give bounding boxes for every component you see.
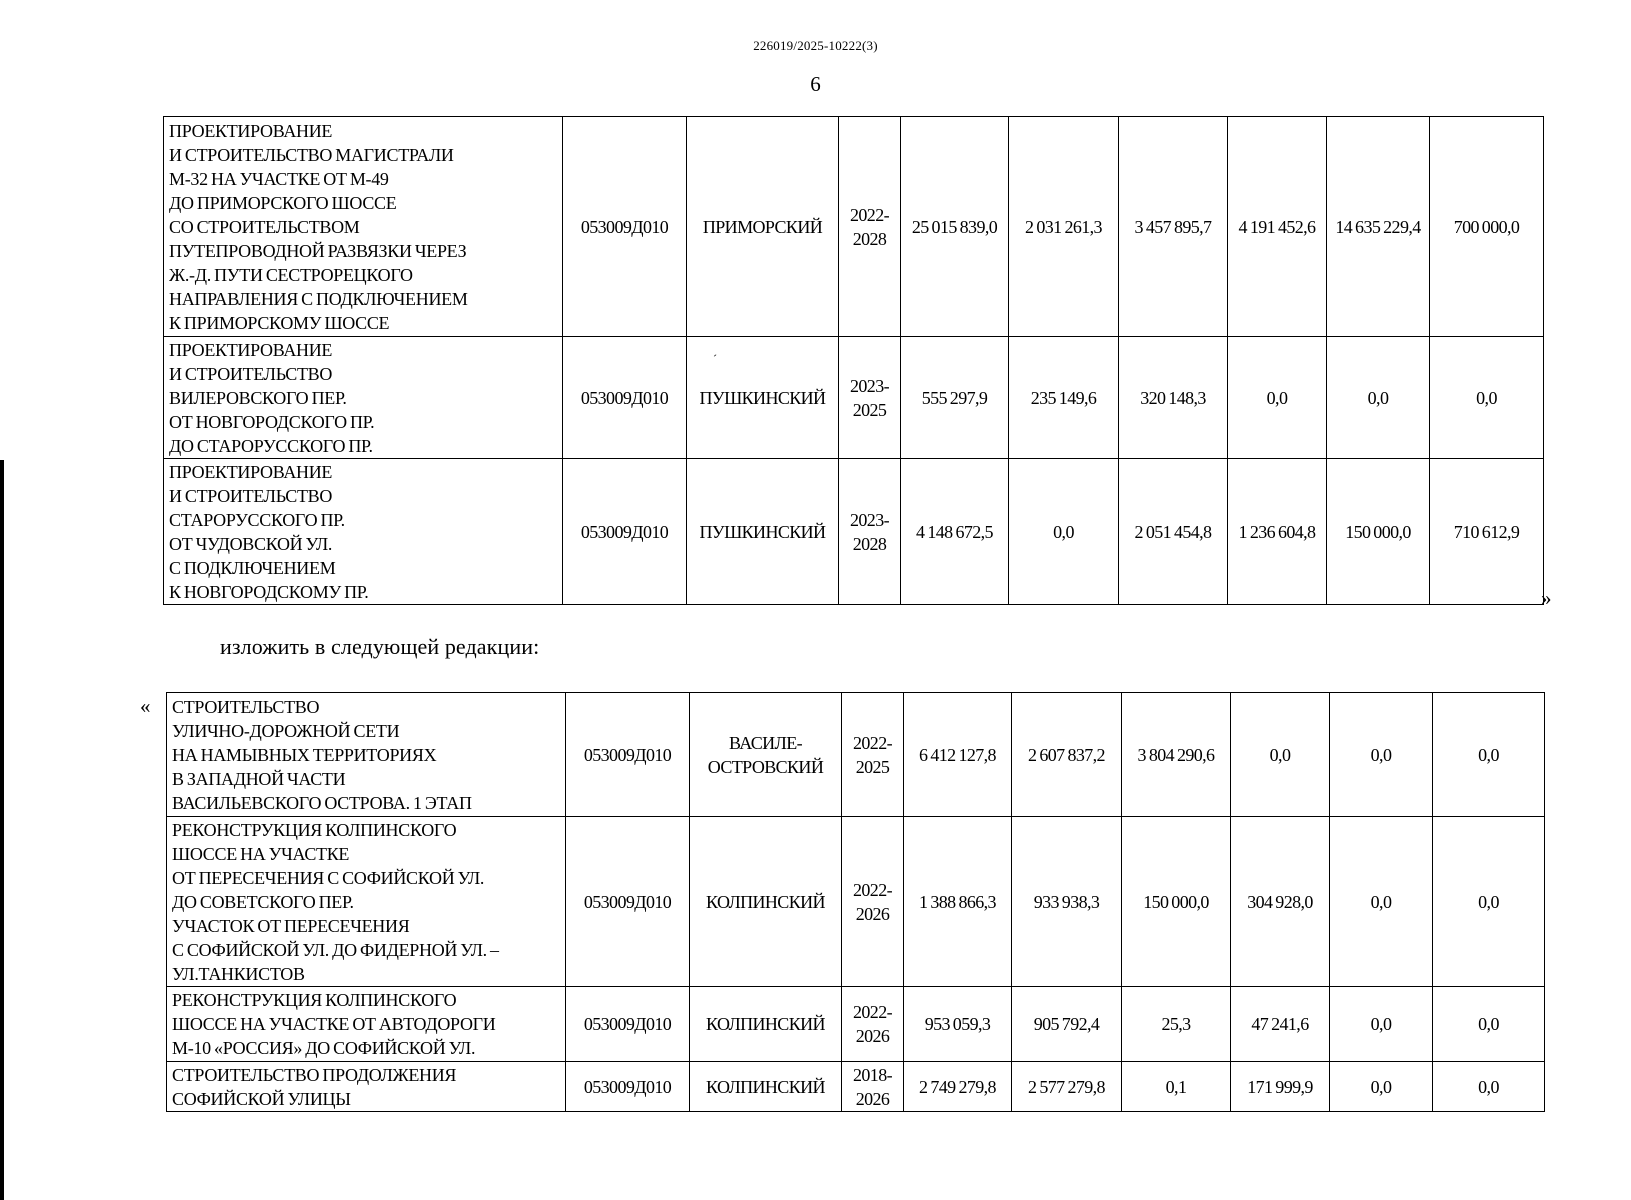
amount-cell: 235 149,6	[1009, 337, 1119, 459]
amount-cell: 0,0	[1433, 817, 1545, 987]
object-name-cell: ПРОЕКТИРОВАНИЕ И СТРОИТЕЛЬСТВО МАГИСТРАЛИ М-32 НА УЧАСТКЕ ОТ М-49 ДО ПРИМОРСКОГО ШОССЕ СО СТРОИТЕЛЬСТВОМ ПУТЕПРОВОДНОЙ РАЗВЯЗКИ ЧЕРЕЗ Ж.-Д. ПУТИ СЕСТРОРЕЦКОГО НАПРАВЛЕНИЯ С ПОДКЛЮЧЕНИЕМ К ПРИМОРСКОМУ ШОССЕ	[164, 117, 563, 337]
years-cell: 2022- 2026	[842, 987, 904, 1062]
total-cost-cell: 25 015 839,0	[901, 117, 1009, 337]
district-cell: ПУШКИНСКИЙ	[687, 459, 839, 605]
opening-quote: «	[140, 694, 151, 718]
budget-code-cell: 053009Д010	[563, 459, 687, 605]
amount-cell: 0,0	[1009, 459, 1119, 605]
document-registration-number: 226019/2025-10222(3)	[753, 38, 878, 53]
amount-cell: 2 031 261,3	[1009, 117, 1119, 337]
district-cell: ВАСИЛЕ- ОСТРОВСКИЙ	[690, 693, 842, 817]
amount-cell: 0,0	[1430, 337, 1544, 459]
amount-cell: 14 635 229,4	[1327, 117, 1430, 337]
table-row	[164, 459, 1544, 605]
budget-code-cell: 053009Д010	[566, 693, 690, 817]
amount-cell: 0,0	[1228, 337, 1327, 459]
object-name-cell: ПРОЕКТИРОВАНИЕ И СТРОИТЕЛЬСТВО ВИЛЕРОВСКОГО ПЕР. ОТ НОВГОРОДСКОГО ПР. ДО СТАРОРУССКОГО ПР.	[164, 337, 563, 459]
amount-cell: 0,0	[1330, 817, 1433, 987]
budget-code-cell: 053009Д010	[566, 1062, 690, 1112]
table-row	[167, 693, 1545, 817]
amount-cell: 0,0	[1433, 1062, 1545, 1112]
amount-cell: 0,0	[1330, 693, 1433, 817]
amount-cell: 150 000,0	[1122, 817, 1231, 987]
table-row	[164, 337, 1544, 459]
amount-cell: 700 000,0	[1430, 117, 1544, 337]
object-name-cell: РЕКОНСТРУКЦИЯ КОЛПИНСКОГО ШОССЕ НА УЧАСТКЕ ОТ АВТОДОРОГИ М-10 «РОССИЯ» ДО СОФИЙСКОЙ УЛ.	[167, 987, 566, 1062]
amount-cell: 2 607 837,2	[1012, 693, 1122, 817]
amount-cell: 3 804 290,6	[1122, 693, 1231, 817]
district-cell: КОЛПИНСКИЙ	[690, 817, 842, 987]
amount-cell: 2 577 279,8	[1012, 1062, 1122, 1112]
amount-cell: 304 928,0	[1231, 817, 1330, 987]
page-number: 6	[810, 72, 821, 96]
amount-cell: 0,0	[1433, 987, 1545, 1062]
amount-cell: 47 241,6	[1231, 987, 1330, 1062]
amount-cell: 171 999,9	[1231, 1062, 1330, 1112]
amount-cell: 905 792,4	[1012, 987, 1122, 1062]
budget-code-cell: 053009Д010	[566, 817, 690, 987]
amendment-instruction: изложить в следующей редакции:	[220, 634, 540, 659]
amount-cell: 4 191 452,6	[1228, 117, 1327, 337]
object-name-cell: ПРОЕКТИРОВАНИЕ И СТРОИТЕЛЬСТВО СТАРОРУССКОГО ПР. ОТ ЧУДОВСКОЙ УЛ. С ПОДКЛЮЧЕНИЕМ К НОВГОРОДСКОМУ ПР.	[164, 459, 563, 605]
district-cell: ПРИМОРСКИЙ	[687, 117, 839, 337]
years-cell: 2023- 2028	[839, 459, 901, 605]
district-cell: КОЛПИНСКИЙ	[690, 1062, 842, 1112]
amount-cell: 25,3	[1122, 987, 1231, 1062]
table-row	[164, 117, 1544, 337]
district-cell: КОЛПИНСКИЙ	[690, 987, 842, 1062]
amount-cell: 2 051 454,8	[1119, 459, 1228, 605]
years-cell: 2022- 2026	[842, 817, 904, 987]
amount-cell: 320 148,3	[1119, 337, 1228, 459]
amount-cell: 0,1	[1122, 1062, 1231, 1112]
total-cost-cell: 4 148 672,5	[901, 459, 1009, 605]
budget-code-cell: 053009Д010	[566, 987, 690, 1062]
amount-cell: 0,0	[1330, 1062, 1433, 1112]
table-row	[167, 817, 1545, 987]
total-cost-cell: 953 059,3	[904, 987, 1012, 1062]
scan-edge-line	[0, 460, 4, 1200]
total-cost-cell: 1 388 866,3	[904, 817, 1012, 987]
years-cell: 2018- 2026	[842, 1062, 904, 1112]
budget-code-cell: 053009Д010	[563, 117, 687, 337]
table-row	[167, 1062, 1545, 1112]
amount-cell: 0,0	[1433, 693, 1545, 817]
district-cell: ПУШКИНСКИЙ	[687, 337, 839, 459]
amount-cell: 3 457 895,7	[1119, 117, 1228, 337]
object-name-cell: РЕКОНСТРУКЦИЯ КОЛПИНСКОГО ШОССЕ НА УЧАСТКЕ ОТ ПЕРЕСЕЧЕНИЯ С СОФИЙСКОЙ УЛ. ДО СОВЕТСКОГО ПЕР. УЧАСТОК ОТ ПЕРЕСЕЧЕНИЯ С СОФИЙСКОЙ УЛ. ДО ФИДЕРНОЙ УЛ. – УЛ.ТАНКИСТОВ	[167, 817, 566, 987]
amount-cell: 0,0	[1231, 693, 1330, 817]
budget-table-old-version	[163, 116, 1544, 605]
years-cell: 2023- 2025	[839, 337, 901, 459]
table-row	[167, 987, 1545, 1062]
amount-cell: 150 000,0	[1327, 459, 1430, 605]
budget-code-cell: 053009Д010	[563, 337, 687, 459]
scan-artifact-mark: ˊ	[713, 352, 717, 366]
years-cell: 2022- 2028	[839, 117, 901, 337]
closing-quote: »	[1541, 586, 1552, 610]
object-name-cell: СТРОИТЕЛЬСТВО УЛИЧНО-ДОРОЖНОЙ СЕТИ НА НАМЫВНЫХ ТЕРРИТОРИЯХ В ЗАПАДНОЙ ЧАСТИ ВАСИЛЬЕВСКОГО ОСТРОВА. 1 ЭТАП	[167, 693, 566, 817]
budget-table-new-version	[166, 692, 1545, 1112]
amount-cell: 0,0	[1330, 987, 1433, 1062]
amount-cell: 0,0	[1327, 337, 1430, 459]
years-cell: 2022- 2025	[842, 693, 904, 817]
total-cost-cell: 2 749 279,8	[904, 1062, 1012, 1112]
amount-cell: 710 612,9	[1430, 459, 1544, 605]
amount-cell: 1 236 604,8	[1228, 459, 1327, 605]
amount-cell: 933 938,3	[1012, 817, 1122, 987]
object-name-cell: СТРОИТЕЛЬСТВО ПРОДОЛЖЕНИЯ СОФИЙСКОЙ УЛИЦЫ	[167, 1062, 566, 1112]
total-cost-cell: 6 412 127,8	[904, 693, 1012, 817]
total-cost-cell: 555 297,9	[901, 337, 1009, 459]
